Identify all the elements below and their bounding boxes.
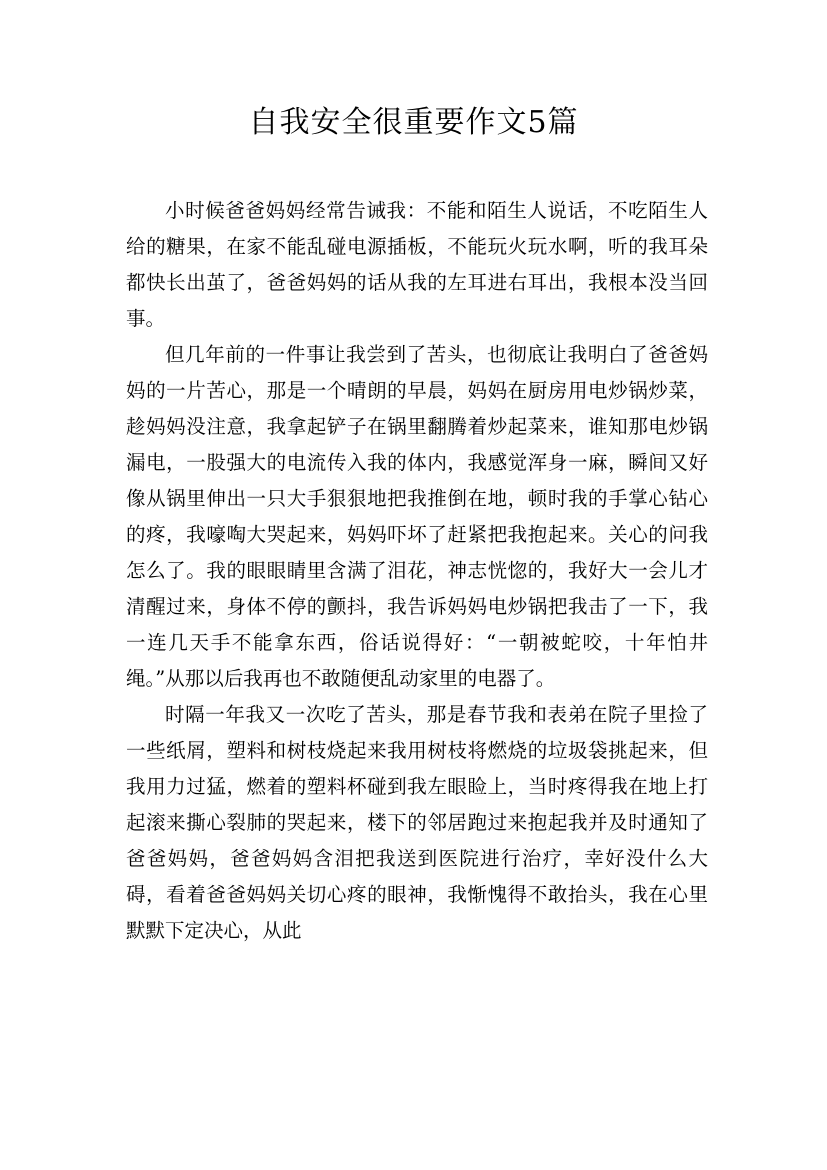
paragraph-1: 小时候爸爸妈妈经常告诫我：不能和陌生人说话，不吃陌生人给的糖果，在家不能乱碰电源插板，不能玩火玩水啊，听的我耳朵都快长出茧了，爸爸妈妈的话从我的左耳进右耳出，我根本没当回事。: [126, 199, 708, 330]
paragraph-3: 时隔一年我又一次吃了苦头，那是春节我和表弟在院子里捡了一些纸屑，塑料和树枝烧起来我用树枝将燃烧的垃圾袋挑起来，但我用力过猛，燃着的塑料杯碰到我左眼睑上，当时疼得我在地上打起滚来撕心裂肺的哭起来，楼下的邻居跑过来抱起我并及时通知了爸爸妈妈，爸爸妈妈含泪把我送到医院进行治疗，幸好没什么大碍，看着爸爸妈妈关切心疼的眼神，我惭愧得不敢抬头，我在心里默默下定决心，从此: [126, 703, 708, 942]
document-body: [126, 193, 708, 949]
paragraph-2: 但几年前的一件事让我尝到了苦头，也彻底让我明白了爸爸妈妈的一片苦心，那是一个晴朗的早晨，妈妈在厨房用电炒锅炒菜，趁妈妈没注意，我拿起铲子在锅里翻腾着炒起菜来，谁知那电炒锅漏电，一股强大的电流传入我的体内，我感觉浑身一麻，瞬间又好像从锅里伸出一只大手狠狠地把我推倒在地，顿时我的手掌心钻心的疼，我嚎啕大哭起来，妈妈吓坏了赶紧把我抱起来。关心的问我怎么了。我的眼眼睛里含满了泪花，神志恍惚的，我好大一会儿才清醒过来，身体不停的颤抖，我告诉妈妈电炒锅把我击了一下，我一连几天手不能拿东西，俗话说得好：“一朝被蛇咬，十年怕井绳。”从那以后我再也不敢随便乱动家里的电器了。: [126, 343, 708, 690]
document-title: 自我安全很重要作文5篇: [248, 105, 579, 140]
